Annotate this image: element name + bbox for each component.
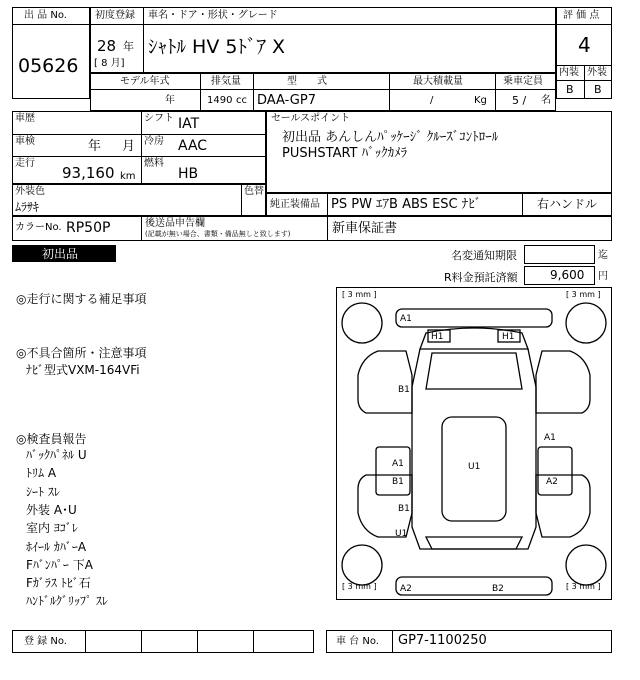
sales-point-line2: PUSHSTART ﾊﾞｯｸｶﾒﾗ xyxy=(282,146,408,161)
load-value: / xyxy=(430,95,434,106)
interior-grade: B xyxy=(566,83,574,96)
divider xyxy=(12,24,90,25)
damage-mark: A2 xyxy=(400,584,412,594)
ac-label: 冷房 xyxy=(144,136,164,147)
grade-score: 4 xyxy=(578,33,591,57)
sales-point-line1: 初出品 あんしんﾊﾟｯｹｰｼﾞ ｸﾙｰｽﾞｺﾝﾄﾛｰﾙ xyxy=(282,130,499,145)
recycle-unit: 円 xyxy=(598,271,608,282)
damage-mark: A1 xyxy=(400,314,412,324)
inspector-item: Fｶﾞﾗｽ ﾄﾋﾞ石 xyxy=(26,576,91,590)
model-year-label: モデル年式 xyxy=(120,76,170,87)
first-reg-label: 初度登録 xyxy=(95,10,135,21)
damage-mark: B1 xyxy=(398,385,410,395)
divider xyxy=(141,216,142,241)
divider xyxy=(90,89,556,90)
divider xyxy=(495,73,496,111)
color-no-value: RP50P xyxy=(66,220,111,236)
exterior-label: 外装 xyxy=(587,67,607,78)
driving-notes-title: ◎走行に関する補足事項 xyxy=(16,292,147,306)
damage-mark: H1 xyxy=(431,332,444,342)
divider xyxy=(197,630,198,653)
tire-bl: [ 3 mm ] xyxy=(342,582,377,591)
damage-mark: A2 xyxy=(546,477,558,487)
fuel-value: HB xyxy=(178,166,199,182)
damage-mark: U1 xyxy=(468,462,481,472)
inspector-item: ｼｰﾄ ｽﾚ xyxy=(26,485,60,499)
reg-month: [ 8 月] xyxy=(94,58,125,69)
chassis-number: GP7-1100250 xyxy=(398,633,487,648)
divider xyxy=(12,134,266,135)
divider xyxy=(584,65,585,99)
lot-number: 05626 xyxy=(18,55,79,77)
divider xyxy=(141,111,142,184)
handle-value: 右ハンドル xyxy=(537,197,598,211)
damage-mark: H1 xyxy=(502,332,515,342)
shift-label: シフト xyxy=(144,113,174,124)
reg-year-unit: 年 xyxy=(123,40,134,53)
inspector-title: ◎検査員報告 xyxy=(16,432,87,446)
car-name-label: 車名・ドア・形状・グレード xyxy=(148,10,278,21)
divider xyxy=(241,184,242,216)
mileage-value: 93,160 xyxy=(62,164,115,182)
divider xyxy=(253,73,254,111)
inspector-item: ﾎｲｰﾙ ｶﾊﾞｰA xyxy=(26,540,87,554)
ext-color-label: 外装色 xyxy=(15,186,45,197)
mileage-unit: km xyxy=(120,171,136,182)
car-diagram xyxy=(336,287,612,600)
ac-value: AAC xyxy=(178,138,208,154)
capacity-unit: 名 xyxy=(541,95,551,106)
divider xyxy=(389,73,390,111)
name-change-unit: 迄 xyxy=(598,250,608,261)
shaken-year: 年 xyxy=(88,139,102,154)
divider xyxy=(327,193,328,216)
color-no-label: カラーNo. xyxy=(15,222,62,233)
defects-title: ◎不具合箇所・注意事項 xyxy=(16,346,147,360)
capacity-label: 乗車定員 xyxy=(503,76,543,87)
damage-mark: U1 xyxy=(395,529,408,539)
tire-tl: [ 3 mm ] xyxy=(342,290,377,299)
mileage-label: 走行 xyxy=(15,158,35,169)
displacement-label: 排気量 xyxy=(211,76,241,87)
shaken-label: 車検 xyxy=(15,136,35,147)
type-value: DAA-GP7 xyxy=(257,93,316,108)
divider xyxy=(141,630,142,653)
damage-mark: B1 xyxy=(392,477,404,487)
inspector-item: ﾊﾞｯｸﾊﾟﾈﾙ U xyxy=(26,448,87,462)
divider xyxy=(522,193,523,216)
name-change-label: 名変通知期限 xyxy=(451,249,517,262)
inspector-item: ﾄﾘﾑ A xyxy=(26,466,57,480)
model-year-unit: 年 xyxy=(165,95,175,106)
divider xyxy=(327,216,328,241)
chassis-label: 車 台 No. xyxy=(336,636,379,647)
tire-br: [ 3 mm ] xyxy=(566,582,601,591)
divider xyxy=(85,630,86,653)
ext-color-value: ﾑﾗｻｷ xyxy=(15,200,40,214)
load-unit: Kg xyxy=(474,95,487,106)
damage-mark: B2 xyxy=(492,584,504,594)
shift-value: IAT xyxy=(178,116,200,132)
exterior-grade: B xyxy=(594,83,602,96)
equipment-label: 純正装備品 xyxy=(270,199,320,210)
displacement-value: 1490 xyxy=(207,95,233,106)
recycle-value: 9,600 xyxy=(550,268,585,282)
defects-line1: ﾅﾋﾞ型式VXM-164VFi xyxy=(26,363,140,377)
inspector-item: ﾊﾝﾄﾞﾙｸﾞﾘｯﾌﾟ ｽﾚ xyxy=(26,594,108,608)
equipment-value: PS PW ｴｱB ABS ESC ﾅﾋﾞ xyxy=(331,197,482,212)
color-change-label: 色替 xyxy=(244,186,264,197)
shaken-month: 月 xyxy=(122,139,136,154)
damage-mark: B1 xyxy=(398,504,410,514)
recycle-label: R料金預託済額 xyxy=(444,271,518,284)
type-label: 型 式 xyxy=(287,76,327,87)
interior-label: 内装 xyxy=(559,67,579,78)
displacement-unit: cc xyxy=(236,95,247,106)
inspector-item: 外装 A･U xyxy=(26,503,77,517)
grade-label: 評 価 点 xyxy=(563,10,600,21)
fuel-label: 燃料 xyxy=(144,158,164,169)
divider xyxy=(253,630,254,653)
damage-mark: A1 xyxy=(544,433,556,443)
ext-color-box xyxy=(12,184,266,216)
lot-label: 出 品 No. xyxy=(24,10,67,21)
capacity-value: 5 / xyxy=(512,94,527,107)
divider xyxy=(200,73,201,111)
reg-no-label: 登 録 No. xyxy=(24,636,67,647)
details-box xyxy=(12,111,266,184)
divider xyxy=(90,24,556,25)
inspector-item: 室内 ﾖｺﾞﾚ xyxy=(26,521,78,535)
divider xyxy=(143,7,144,73)
sales-point-label: セールスポイント xyxy=(271,113,351,124)
docs-label: 後送品申告欄 xyxy=(145,218,205,229)
inspector-item: Fﾊﾞﾝﾊﾟｰ 下A xyxy=(26,558,93,572)
reg-year: 28 xyxy=(97,37,117,55)
docs-note: (記載が無い場合、書類・備品無しと致します) xyxy=(145,230,291,238)
car-name: ｼｬﾄﾙ HV 5ﾄﾞｱ X xyxy=(148,36,286,58)
history-label: 車歴 xyxy=(15,113,35,124)
name-change-field xyxy=(524,245,595,264)
warranty-value: 新車保証書 xyxy=(332,221,398,236)
divider xyxy=(392,630,393,653)
damage-mark: A1 xyxy=(392,459,404,469)
tire-tr: [ 3 mm ] xyxy=(566,290,601,299)
first-listing-text: 初出品 xyxy=(42,247,79,261)
divider xyxy=(556,24,612,25)
divider xyxy=(12,156,266,157)
load-label: 最大積載量 xyxy=(413,76,463,87)
